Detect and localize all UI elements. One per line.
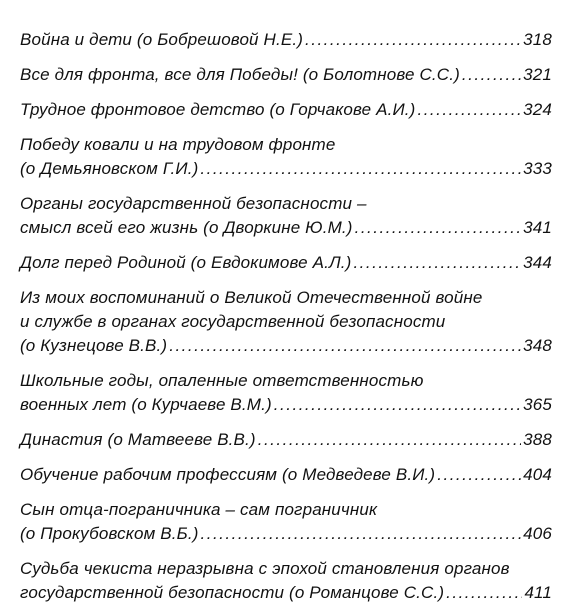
toc-page-number: 348 [523,336,552,355]
toc-page-number: 318 [523,30,552,49]
toc-page-number: 324 [523,100,552,119]
toc-entry[interactable] [20,498,552,546]
toc-entry-line [20,581,552,605]
toc-entry-line [20,157,552,181]
toc-entry-title: Война и дети (о Бобрешовой Н.Е.) [20,30,304,49]
toc-page-number: 411 [524,583,552,602]
toc-entry[interactable] [20,28,552,52]
toc-entry[interactable] [20,133,552,181]
toc-entry-line [20,28,552,52]
dot-leader [417,98,521,122]
toc-entry-line [20,428,552,452]
toc-page-number: 321 [523,65,552,84]
toc-entry-title: Органы государственной безопасности – [20,194,367,213]
toc-entry-title: Обучение рабочим профессиям (о Медведеве В.И.) [20,465,436,484]
toc-entry-title: Династия (о Матвееве В.В.) [20,430,256,449]
toc-page-number: 406 [523,524,552,543]
toc-entry-line [20,251,552,275]
toc-entry-title: (о Демьяновском Г.И.) [20,159,199,178]
toc-entry[interactable] [20,63,552,87]
toc-entry[interactable] [20,286,552,358]
toc-entry-title: Сын отца-пограничника – сам пограничник [20,500,378,519]
dot-leader [200,157,521,181]
toc-page-number: 365 [523,395,552,414]
toc-entry-title: Школьные годы, опаленные ответственностью [20,371,424,390]
dot-leader [353,251,521,275]
table-of-contents [20,28,552,616]
toc-entry-line [20,334,552,358]
toc-entry-title: военных лет (о Курчаеве В.М.) [20,395,272,414]
toc-entry-title: Победу ковали и на трудовом фронте [20,135,336,154]
toc-page-number: 341 [523,218,552,237]
toc-page-number: 344 [523,253,552,272]
toc-entry[interactable] [20,369,552,417]
toc-entry-title: Судьба чекиста неразрывна с эпохой становления органов [20,559,510,578]
toc-entry-title: (о Прокубовском В.Б.) [20,524,199,543]
toc-page-number: 333 [523,159,552,178]
toc-entry-line [20,216,552,240]
dot-leader [258,428,521,452]
toc-entry-title: Все для фронта, все для Победы! (о Болотнове С.С.) [20,65,460,84]
dot-leader [462,63,521,87]
dot-leader [169,334,521,358]
toc-entry[interactable] [20,463,552,487]
toc-page-number: 404 [523,465,552,484]
toc-entry-line [20,63,552,87]
dot-leader [274,393,521,417]
toc-entry-line [20,463,552,487]
toc-entry-title: Из моих воспоминаний о Великой Отечественной войне [20,288,483,307]
toc-entry-title: и службе в органах государственной безопасности [20,312,446,331]
toc-entry[interactable] [20,251,552,275]
toc-entry-line [20,522,552,546]
toc-entry[interactable] [20,192,552,240]
toc-entry-line [20,98,552,122]
dot-leader [305,28,521,52]
dot-leader [437,463,521,487]
toc-entry-title: Трудное фронтовое детство (о Горчакове А.И.) [20,100,416,119]
dot-leader [446,581,522,605]
dot-leader [355,216,522,240]
toc-entry[interactable] [20,557,552,605]
toc-page-number: 388 [523,430,552,449]
toc-entry[interactable] [20,98,552,122]
toc-entry[interactable] [20,428,552,452]
toc-entry-title: смысл всей его жизнь (о Дворкине Ю.М.) [20,218,353,237]
toc-entry-title: Долг перед Родиной (о Евдокимове А.Л.) [20,253,352,272]
dot-leader [201,522,522,546]
toc-entry-title: государственной безопасности (о Романцове С.С.) [20,583,445,602]
toc-entry-line [20,393,552,417]
toc-entry-title: (о Кузнецове В.В.) [20,336,168,355]
